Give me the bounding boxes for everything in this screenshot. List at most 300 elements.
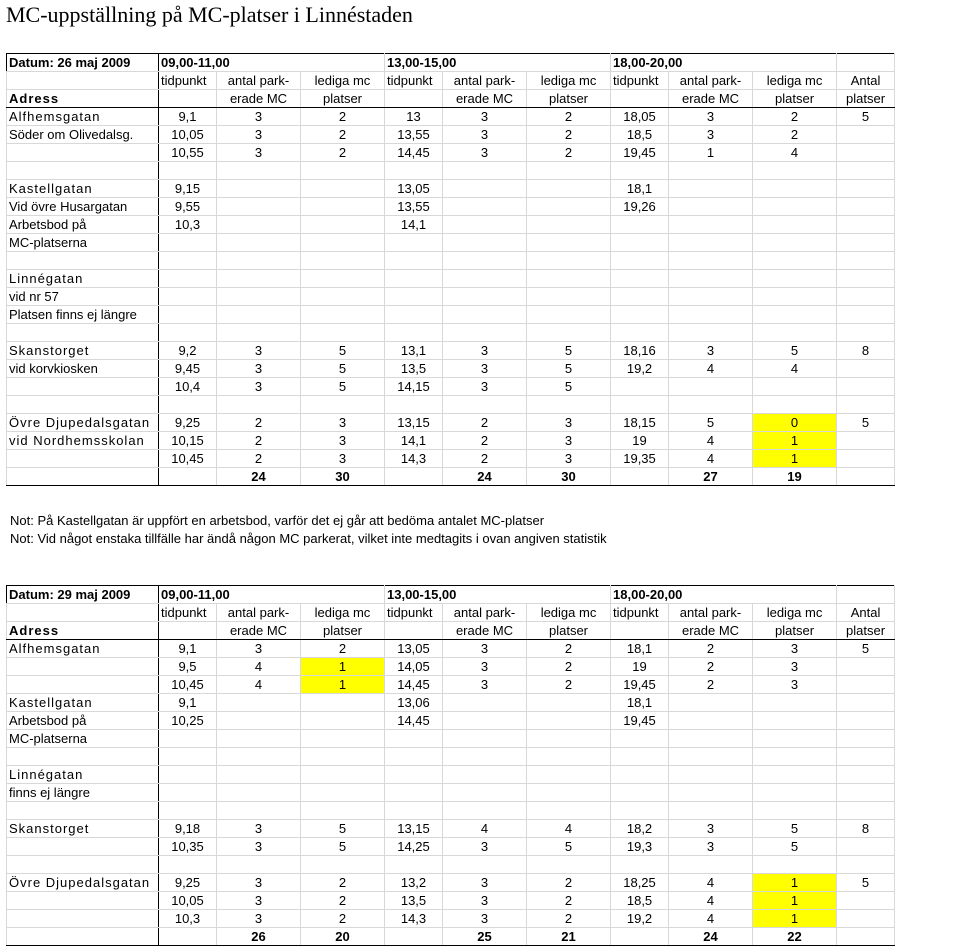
data-cell: 2 <box>669 676 753 694</box>
data-cell <box>159 306 217 324</box>
data-cell <box>669 730 753 748</box>
address-cell: vid nr 57 <box>7 288 159 306</box>
column-header: lediga mc <box>527 604 611 622</box>
total-places-cell <box>837 270 895 288</box>
data-cell <box>385 784 443 802</box>
data-cell: 4 <box>217 676 301 694</box>
data-cell <box>669 712 753 730</box>
table-row <box>7 784 895 802</box>
data-cell <box>611 378 669 396</box>
data-cell: 2 <box>669 640 753 658</box>
data-cell: 3 <box>217 838 301 856</box>
table-row <box>7 730 895 748</box>
table-row <box>7 748 895 766</box>
total-places-cell <box>837 162 895 180</box>
data-cell <box>385 748 443 766</box>
data-cell <box>669 180 753 198</box>
total-places-cell <box>837 838 895 856</box>
data-cell: 5 <box>753 838 837 856</box>
data-cell <box>753 162 837 180</box>
column-header: Antal <box>837 72 895 90</box>
data-cell: 10,05 <box>159 126 217 144</box>
data-cell: 2 <box>301 874 385 892</box>
address-cell <box>7 676 159 694</box>
data-cell <box>611 306 669 324</box>
data-cell <box>753 270 837 288</box>
header-row <box>7 72 895 90</box>
data-cell <box>385 306 443 324</box>
data-cell <box>527 216 611 234</box>
total-places-cell <box>837 234 895 252</box>
address-cell: Arbetsbod på <box>7 712 159 730</box>
data-cell <box>669 288 753 306</box>
note-kastellgatan: Not: På Kastellgatan är uppfört en arbetsbod, varför det ej går att bedöma antalet MC-platser <box>10 513 545 528</box>
column-header: tidpunkt <box>385 604 443 622</box>
column-header <box>385 622 443 640</box>
data-cell <box>443 784 527 802</box>
address-cell: MC-platserna <box>7 234 159 252</box>
data-cell: 18,05 <box>611 108 669 126</box>
data-cell <box>443 234 527 252</box>
data-cell: 14,1 <box>385 216 443 234</box>
data-cell: 4 <box>527 820 611 838</box>
data-cell: 2 <box>301 910 385 928</box>
table-row <box>7 658 895 676</box>
data-cell: 3 <box>217 108 301 126</box>
header-row <box>7 622 895 640</box>
data-cell: 2 <box>527 874 611 892</box>
table-row <box>7 126 895 144</box>
data-cell: 19 <box>753 468 837 486</box>
column-header: platser <box>301 90 385 108</box>
total-places-cell <box>837 252 895 270</box>
data-cell <box>385 766 443 784</box>
data-cell: 3 <box>217 144 301 162</box>
data-cell: 3 <box>443 676 527 694</box>
data-cell: 13,05 <box>385 180 443 198</box>
data-cell: 20 <box>301 928 385 946</box>
data-cell: 4 <box>669 360 753 378</box>
data-cell <box>443 730 527 748</box>
data-cell: 2 <box>217 432 301 450</box>
data-cell <box>753 694 837 712</box>
data-cell <box>527 198 611 216</box>
period-3: 18,00-20,00 <box>611 586 837 604</box>
data-cell <box>301 784 385 802</box>
data-cell <box>159 324 217 342</box>
total-places-cell <box>837 288 895 306</box>
data-cell <box>611 324 669 342</box>
data-cell: 3 <box>443 658 527 676</box>
data-cell <box>669 378 753 396</box>
address-cell <box>7 324 159 342</box>
data-cell: 5 <box>753 820 837 838</box>
data-cell: 9,5 <box>159 658 217 676</box>
period-1: 09,00-11,00 <box>159 586 385 604</box>
data-cell <box>159 856 217 874</box>
column-header: antal park- <box>217 604 301 622</box>
table-row <box>7 802 895 820</box>
column-header: antal park- <box>669 72 753 90</box>
data-cell <box>753 802 837 820</box>
data-cell: 2 <box>527 640 611 658</box>
data-cell: 5 <box>301 360 385 378</box>
data-cell: 1 <box>753 874 837 892</box>
data-cell <box>159 396 217 414</box>
data-cell: 5 <box>753 342 837 360</box>
total-places-cell <box>837 216 895 234</box>
data-cell <box>385 928 443 946</box>
data-cell <box>217 730 301 748</box>
address-cell <box>7 928 159 946</box>
data-cell <box>301 856 385 874</box>
data-cell <box>611 468 669 486</box>
data-cell: 18,1 <box>611 180 669 198</box>
address-cell <box>7 144 159 162</box>
data-cell <box>217 180 301 198</box>
data-cell <box>443 748 527 766</box>
data-cell <box>611 748 669 766</box>
address-cell <box>7 838 159 856</box>
table-row <box>7 396 895 414</box>
data-cell <box>301 712 385 730</box>
data-cell: 13,1 <box>385 342 443 360</box>
data-cell <box>669 324 753 342</box>
empty-cell <box>837 586 895 604</box>
address-cell: Platsen finns ej längre <box>7 306 159 324</box>
data-cell <box>753 856 837 874</box>
data-cell: 3 <box>301 432 385 450</box>
data-cell: 19,3 <box>611 838 669 856</box>
data-cell: 18,5 <box>611 126 669 144</box>
data-cell <box>385 802 443 820</box>
data-cell <box>385 234 443 252</box>
data-cell: 10,15 <box>159 432 217 450</box>
address-cell <box>7 378 159 396</box>
data-cell: 13,05 <box>385 640 443 658</box>
data-cell <box>527 324 611 342</box>
data-cell: 13,5 <box>385 360 443 378</box>
data-cell: 9,1 <box>159 640 217 658</box>
column-header: lediga mc <box>753 72 837 90</box>
data-cell <box>159 270 217 288</box>
table-29-maj <box>6 585 895 946</box>
data-cell: 13,15 <box>385 414 443 432</box>
data-cell: 19,2 <box>611 910 669 928</box>
data-cell: 1 <box>753 910 837 928</box>
data-cell <box>669 784 753 802</box>
address-cell: MC-platserna <box>7 730 159 748</box>
data-cell: 5 <box>301 342 385 360</box>
total-places-cell <box>837 378 895 396</box>
data-cell <box>217 252 301 270</box>
data-cell <box>753 252 837 270</box>
data-cell <box>443 694 527 712</box>
data-cell <box>385 730 443 748</box>
data-cell: 18,2 <box>611 820 669 838</box>
data-cell: 18,1 <box>611 640 669 658</box>
data-cell: 14,15 <box>385 378 443 396</box>
data-cell: 5 <box>527 378 611 396</box>
data-cell: 3 <box>301 450 385 468</box>
column-header: platser <box>527 622 611 640</box>
data-cell <box>443 856 527 874</box>
data-cell <box>443 766 527 784</box>
data-cell <box>527 270 611 288</box>
data-cell <box>443 270 527 288</box>
data-cell <box>443 396 527 414</box>
column-header <box>611 622 669 640</box>
table-row <box>7 108 895 126</box>
data-cell <box>611 234 669 252</box>
total-places-cell <box>837 360 895 378</box>
total-places-cell <box>837 928 895 946</box>
data-cell: 2 <box>443 432 527 450</box>
data-cell: 3 <box>443 640 527 658</box>
table-row <box>7 378 895 396</box>
data-cell: 1 <box>753 432 837 450</box>
total-places-cell <box>837 396 895 414</box>
data-cell: 2 <box>753 126 837 144</box>
data-cell: 3 <box>443 378 527 396</box>
total-places-cell <box>837 306 895 324</box>
data-cell: 5 <box>527 838 611 856</box>
data-cell: 5 <box>301 838 385 856</box>
data-cell: 3 <box>669 342 753 360</box>
data-cell <box>301 162 385 180</box>
address-cell: Övre Djupedalsgatan <box>7 414 159 432</box>
data-cell <box>527 802 611 820</box>
column-header: antal park- <box>669 604 753 622</box>
address-cell: Kastellgatan <box>7 694 159 712</box>
data-cell: 10,45 <box>159 450 217 468</box>
column-header: lediga mc <box>301 604 385 622</box>
data-cell: 3 <box>669 126 753 144</box>
data-cell <box>301 180 385 198</box>
data-cell <box>385 288 443 306</box>
data-cell: 27 <box>669 468 753 486</box>
total-places-cell <box>837 198 895 216</box>
data-cell <box>443 306 527 324</box>
table-row <box>7 324 895 342</box>
table-row <box>7 766 895 784</box>
data-cell: 19,45 <box>611 712 669 730</box>
data-cell: 9,1 <box>159 694 217 712</box>
data-cell: 3 <box>753 658 837 676</box>
data-cell: 1 <box>753 892 837 910</box>
data-cell: 3 <box>443 360 527 378</box>
data-cell: 30 <box>527 468 611 486</box>
data-cell: 19,26 <box>611 198 669 216</box>
table-row <box>7 342 895 360</box>
data-cell <box>611 216 669 234</box>
data-cell <box>217 234 301 252</box>
address-cell: Skanstorget <box>7 342 159 360</box>
data-cell: 5 <box>301 820 385 838</box>
column-header: platser <box>837 90 895 108</box>
data-cell: 2 <box>301 640 385 658</box>
data-cell: 18,16 <box>611 342 669 360</box>
data-cell: 2 <box>443 414 527 432</box>
column-header: lediga mc <box>753 604 837 622</box>
data-cell <box>385 162 443 180</box>
data-cell: 2 <box>527 910 611 928</box>
page-title: MC-uppställning på MC-platser i Linnéstaden <box>6 2 413 27</box>
data-cell: 14,3 <box>385 910 443 928</box>
data-cell: 4 <box>669 450 753 468</box>
address-cell: finns ej längre <box>7 784 159 802</box>
data-cell <box>611 252 669 270</box>
data-cell <box>611 766 669 784</box>
table-26-maj <box>6 53 895 486</box>
data-cell: 9,45 <box>159 360 217 378</box>
data-cell: 9,1 <box>159 108 217 126</box>
total-places-cell <box>837 802 895 820</box>
data-cell <box>527 306 611 324</box>
data-cell <box>753 216 837 234</box>
column-header: tidpunkt <box>159 604 217 622</box>
total-places-cell <box>837 450 895 468</box>
data-cell <box>753 288 837 306</box>
data-cell: 2 <box>527 108 611 126</box>
empty-cell <box>7 604 159 622</box>
data-cell: 3 <box>217 874 301 892</box>
address-cell: Övre Djupedalsgatan <box>7 874 159 892</box>
note-enstaka: Not: Vid något enstaka tillfälle har ändå någon MC parkerat, vilket inte medtagits i ovan angiven statistik <box>10 531 607 546</box>
data-cell: 3 <box>217 360 301 378</box>
data-cell: 4 <box>443 820 527 838</box>
data-cell <box>527 396 611 414</box>
data-cell <box>385 856 443 874</box>
address-cell <box>7 748 159 766</box>
table-row <box>7 712 895 730</box>
data-cell <box>301 748 385 766</box>
data-cell <box>669 234 753 252</box>
data-cell <box>669 162 753 180</box>
header-row <box>7 90 895 108</box>
address-cell <box>7 396 159 414</box>
data-cell <box>217 270 301 288</box>
total-places-cell <box>837 180 895 198</box>
data-cell <box>443 198 527 216</box>
data-cell: 3 <box>669 838 753 856</box>
data-cell <box>159 748 217 766</box>
total-places-cell <box>837 784 895 802</box>
data-cell <box>385 252 443 270</box>
data-cell <box>159 288 217 306</box>
data-cell: 14,3 <box>385 450 443 468</box>
total-places-cell: 8 <box>837 342 895 360</box>
period-2: 13,00-15,00 <box>385 54 611 72</box>
data-cell: 5 <box>669 414 753 432</box>
date-label: Datum: 29 maj 2009 <box>7 586 159 604</box>
data-cell: 25 <box>443 928 527 946</box>
data-cell <box>443 162 527 180</box>
data-cell <box>443 216 527 234</box>
table-row <box>7 928 895 946</box>
address-cell: vid Nordhemsskolan <box>7 432 159 450</box>
data-cell <box>527 730 611 748</box>
data-cell: 2 <box>301 892 385 910</box>
period-1: 09,00-11,00 <box>159 54 385 72</box>
data-cell <box>753 396 837 414</box>
data-cell <box>301 270 385 288</box>
data-cell: 26 <box>217 928 301 946</box>
data-cell: 2 <box>301 144 385 162</box>
address-cell: Linnégatan <box>7 270 159 288</box>
data-cell <box>217 784 301 802</box>
data-cell: 3 <box>753 676 837 694</box>
table-row <box>7 432 895 450</box>
table-row <box>7 288 895 306</box>
data-cell: 2 <box>217 414 301 432</box>
data-cell: 9,25 <box>159 874 217 892</box>
data-cell: 3 <box>753 640 837 658</box>
total-places-cell <box>837 432 895 450</box>
data-cell <box>159 784 217 802</box>
data-cell: 3 <box>443 144 527 162</box>
data-cell <box>385 468 443 486</box>
data-cell: 4 <box>669 910 753 928</box>
table-row <box>7 216 895 234</box>
date-label: Datum: 26 maj 2009 <box>7 54 159 72</box>
data-cell: 3 <box>217 126 301 144</box>
data-cell: 13,5 <box>385 892 443 910</box>
data-cell: 24 <box>217 468 301 486</box>
table-row <box>7 694 895 712</box>
data-cell <box>527 856 611 874</box>
table-row <box>7 910 895 928</box>
column-header: platser <box>837 622 895 640</box>
data-cell: 0 <box>753 414 837 432</box>
header-row <box>7 604 895 622</box>
data-cell <box>217 712 301 730</box>
column-header <box>611 90 669 108</box>
data-cell <box>753 324 837 342</box>
data-cell: 19,45 <box>611 144 669 162</box>
data-cell <box>159 162 217 180</box>
address-cell <box>7 468 159 486</box>
data-cell: 3 <box>217 892 301 910</box>
data-cell: 9,18 <box>159 820 217 838</box>
data-cell <box>217 198 301 216</box>
total-places-cell <box>837 892 895 910</box>
data-cell: 3 <box>443 108 527 126</box>
data-cell <box>669 694 753 712</box>
data-cell <box>669 216 753 234</box>
column-header: antal park- <box>217 72 301 90</box>
column-header: tidpunkt <box>611 604 669 622</box>
data-cell <box>443 252 527 270</box>
data-cell: 2 <box>527 892 611 910</box>
data-cell <box>753 306 837 324</box>
address-cell <box>7 162 159 180</box>
column-header <box>159 622 217 640</box>
data-cell: 13 <box>385 108 443 126</box>
table-row <box>7 874 895 892</box>
table-row <box>7 162 895 180</box>
table-row <box>7 892 895 910</box>
total-places-cell: 5 <box>837 108 895 126</box>
column-header <box>159 90 217 108</box>
address-cell: Linnégatan <box>7 766 159 784</box>
data-cell: 4 <box>669 874 753 892</box>
data-cell <box>217 748 301 766</box>
data-cell: 10,55 <box>159 144 217 162</box>
column-header: lediga mc <box>301 72 385 90</box>
data-cell <box>301 306 385 324</box>
column-header: erade MC <box>443 622 527 640</box>
